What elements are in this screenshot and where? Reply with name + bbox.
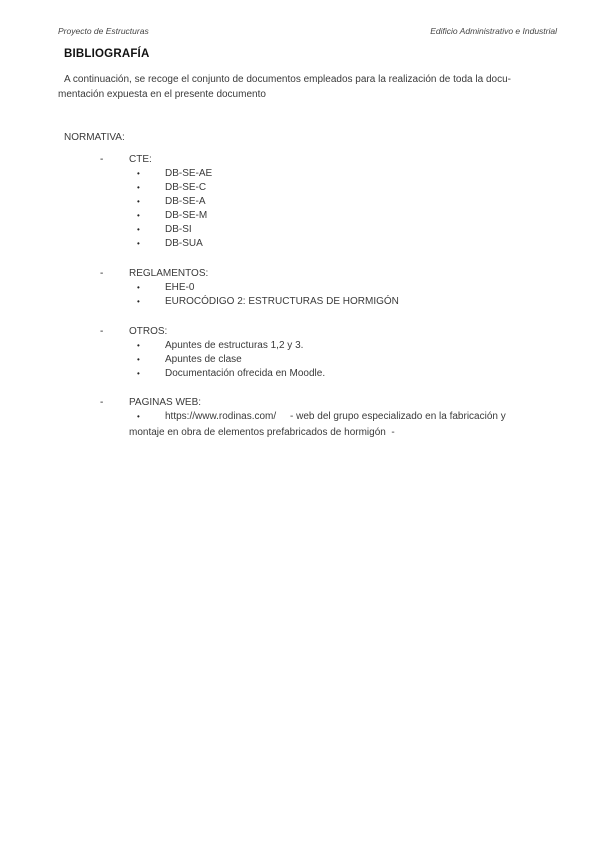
cte-item: DB-SE-M: [165, 210, 208, 221]
reglamentos-label: REGLAMENTOS:: [129, 268, 209, 279]
page-header-left: Proyecto de Estructuras: [58, 26, 149, 36]
cte-item: DB-SE-AE: [165, 168, 213, 179]
intro-paragraph: [58, 72, 558, 102]
cte-item: DB-SI: [165, 224, 192, 235]
web-label: PAGINAS WEB:: [129, 397, 202, 408]
reglamentos-item: EHE-0: [165, 282, 195, 293]
bullet-marker: •: [137, 355, 140, 364]
cte-item: DB-SUA: [165, 238, 203, 249]
otros-item: Apuntes de clase: [165, 354, 242, 365]
bullet-marker: •: [137, 341, 140, 350]
bullet-marker: •: [137, 369, 140, 378]
web-item-line-2: montaje en obra de elementos prefabricados de hormigón -: [129, 427, 395, 438]
bullet-marker: •: [137, 225, 140, 234]
bullet-marker: •: [137, 169, 140, 178]
cte-label: CTE:: [129, 154, 152, 165]
dash-marker: -: [100, 326, 104, 337]
bullet-marker: •: [137, 283, 140, 292]
cte-item: DB-SE-C: [165, 182, 207, 193]
bullet-marker: •: [137, 239, 140, 248]
cte-item: DB-SE-A: [165, 196, 206, 207]
page-header-right: Edificio Administrativo e Industrial: [430, 26, 557, 36]
intro-line-1: A continuación, se recoge el conjunto de documentos empleados para la realización de toda la docu-: [64, 74, 511, 85]
reglamentos-item: EUROCÓDIGO 2: ESTRUCTURAS DE HORMIGÓN: [165, 296, 399, 307]
otros-label: OTROS:: [129, 326, 168, 337]
bullet-marker: •: [137, 412, 140, 421]
bullet-marker: •: [137, 211, 140, 220]
otros-item: Apuntes de estructuras 1,2 y 3.: [165, 340, 304, 351]
dash-marker: -: [100, 154, 104, 165]
bullet-marker: •: [137, 197, 140, 206]
dash-marker: -: [100, 397, 104, 408]
otros-item: Documentación ofrecida en Moodle.: [165, 368, 326, 379]
section-title: BIBLIOGRAFÍA: [64, 48, 150, 60]
web-item-line-1: https://www.rodinas.com/ - web del grupo especializado en la fabricación y: [165, 411, 506, 422]
bullet-marker: •: [137, 297, 140, 306]
normativa-label: NORMATIVA:: [64, 132, 125, 143]
intro-line-2: mentación expuesta en el presente documento: [58, 89, 266, 100]
bullet-marker: •: [137, 183, 140, 192]
dash-marker: -: [100, 268, 104, 279]
